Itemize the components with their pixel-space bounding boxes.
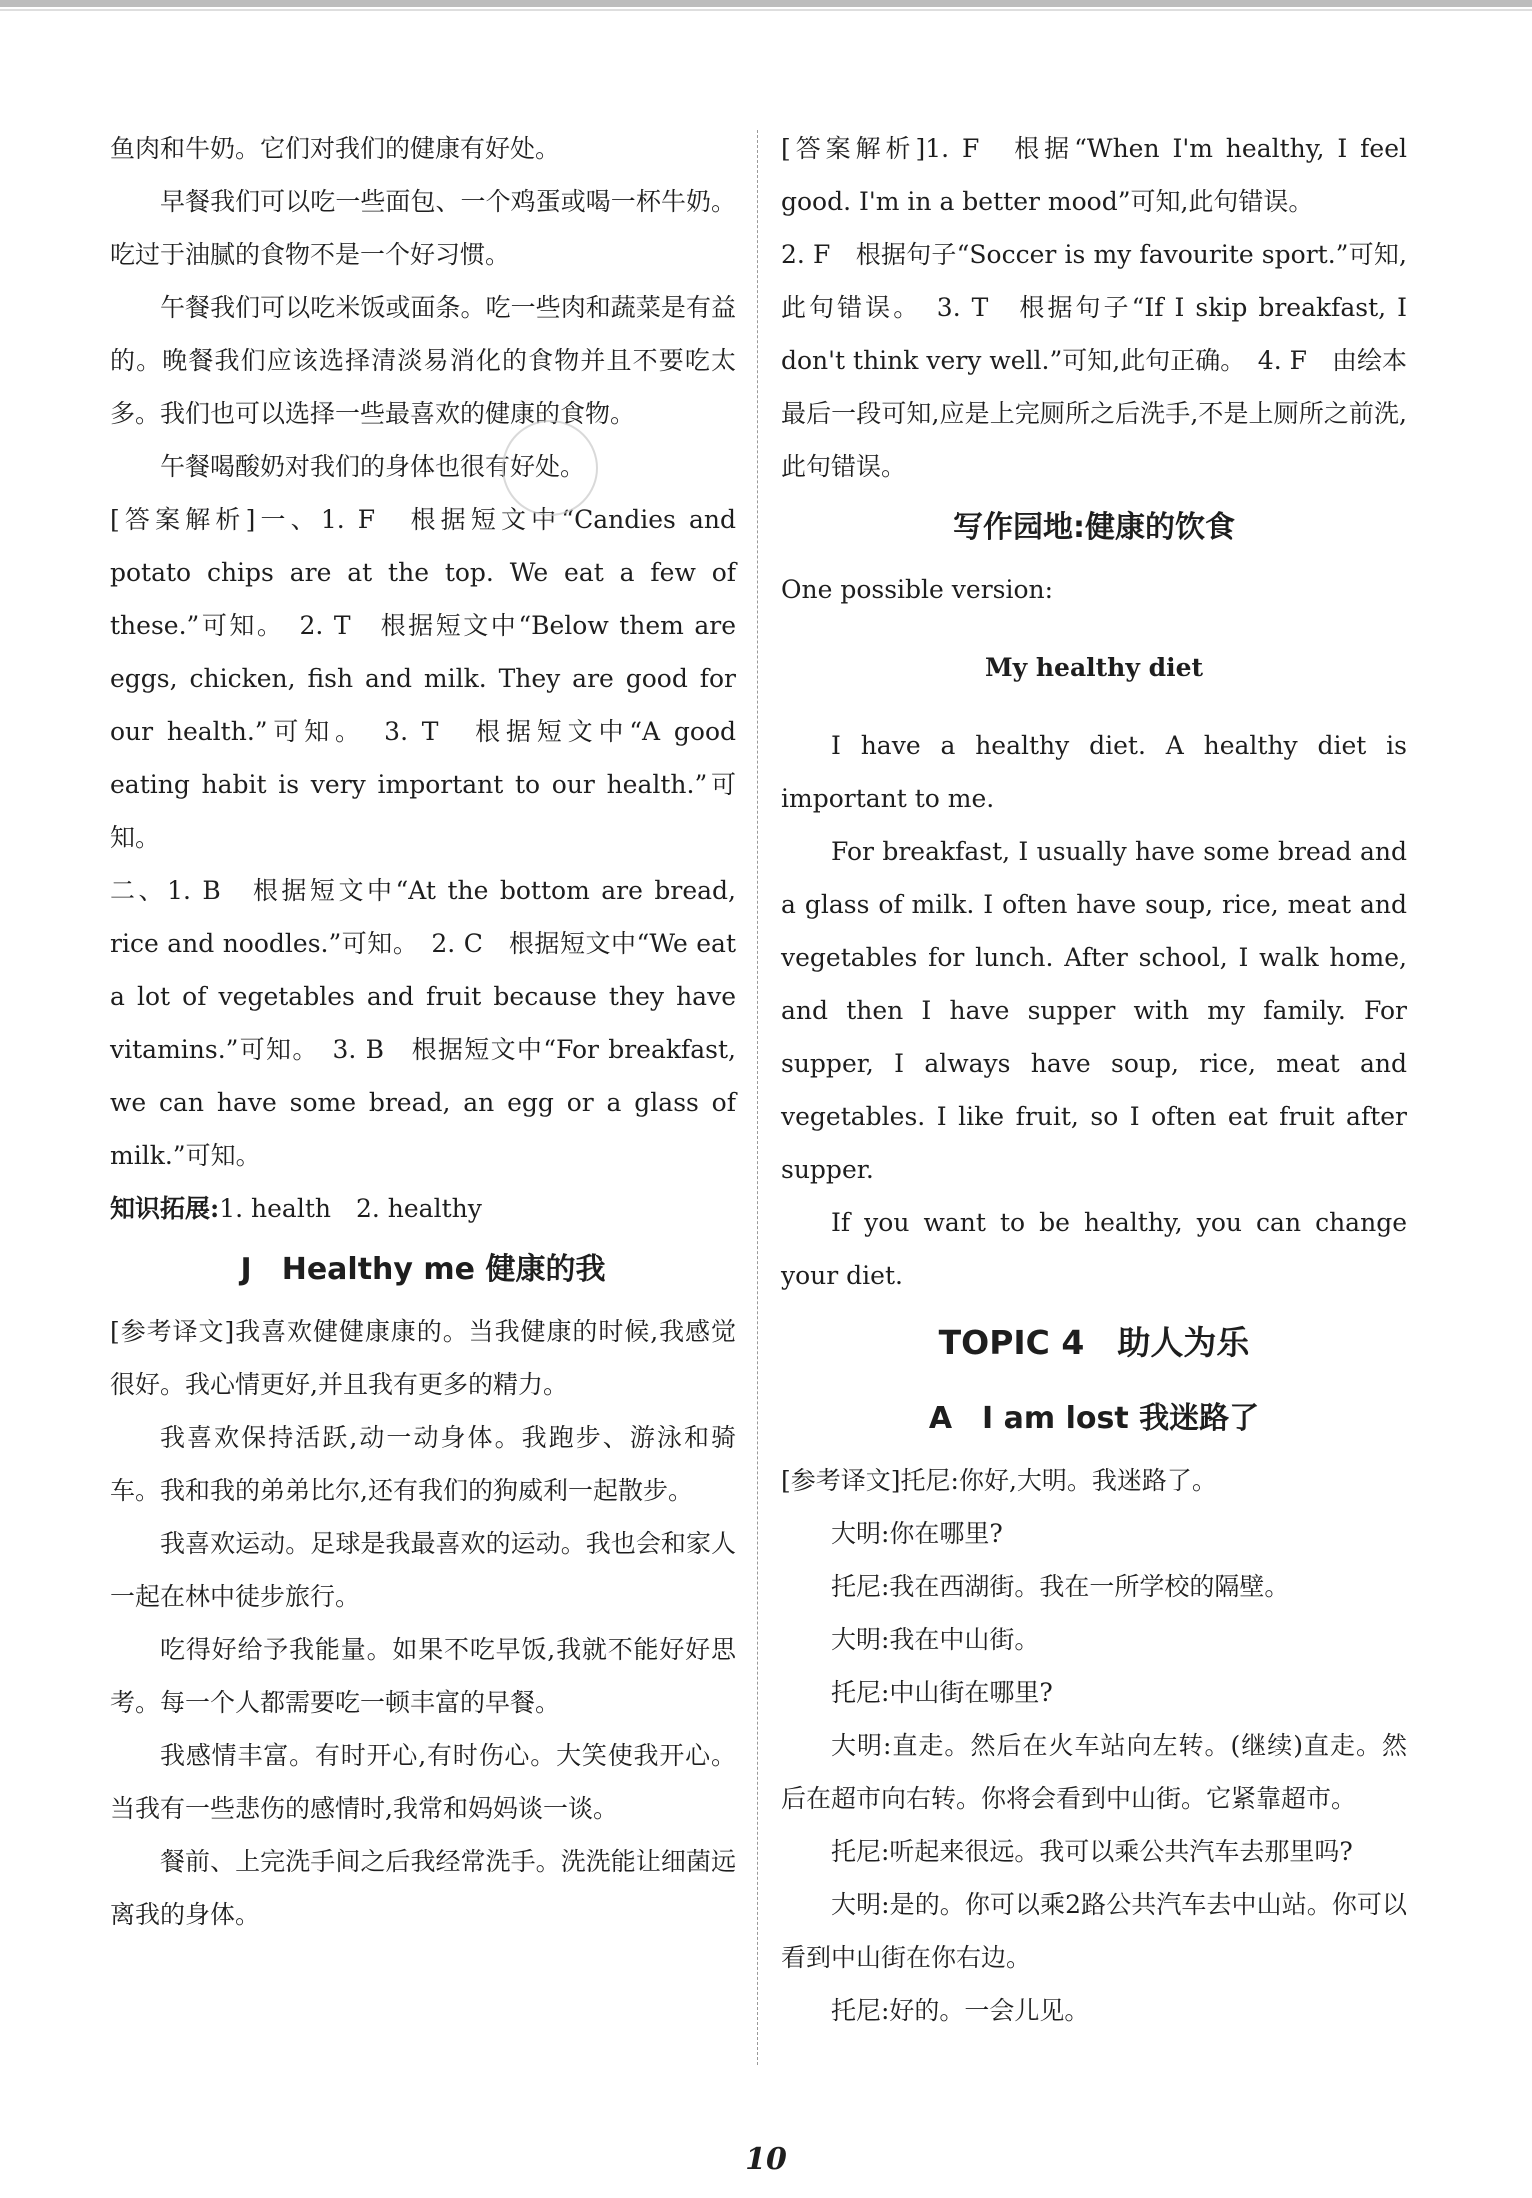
translation-tag: [参考译文]	[781, 1466, 901, 1495]
paragraph: 午餐喝酸奶对我们的身体也很有好处。	[160, 452, 586, 481]
paragraph: 餐前、上完洗手间之后我经常洗手。洗洗能让细菌远离我的身体。	[110, 1847, 736, 1929]
translation-text: 我喜欢健健康康的。当我健康的时候,我感觉很好。我心情更好,并且我有更多的精力。	[110, 1317, 736, 1399]
dialogue-line: 大明:你在哪里?	[831, 1519, 1003, 1548]
paragraph: 我感情丰富。有时开心,有时伤心。大笑使我开心。当我有一些悲伤的感情时,我常和妈妈谈一谈。	[110, 1741, 736, 1823]
extension-text: 1. health 2. healthy	[219, 1194, 482, 1223]
dialogue-line: 大明:直走。然后在火车站向左转。(继续)直走。然后在超市向右转。你将会看到中山街。它紧靠超市。	[781, 1731, 1407, 1813]
knowledge-extension	[110, 1182, 736, 1235]
answer-text: 1. F 根据“When I'm healthy, I feel good. I'm in a better mood”可知,此句错误。	[781, 134, 1407, 216]
dialogue-line: 大明:我在中山街。	[831, 1625, 1040, 1654]
top-border	[0, 0, 1532, 7]
left-column	[110, 122, 736, 1941]
paragraph: 午餐我们可以吃米饭或面条。吃一些肉和蔬菜是有益的。晚餐我们应该选择清淡易消化的食物并且不要吃太多。我们也可以选择一些最喜欢的健康的食物。	[110, 293, 736, 428]
essay-paragraph: If you want to be healthy, you can change your diet.	[781, 1208, 1407, 1290]
paragraph: 我喜欢保持活跃,动一动身体。我跑步、游泳和骑车。我和我的弟弟比尔,还有我们的狗威利一起散步。	[110, 1423, 736, 1505]
translation-tag: [参考译文]	[110, 1317, 235, 1346]
answer-tag: [答案解析]	[110, 505, 256, 534]
translation	[110, 1305, 736, 1411]
version-label: One possible version:	[781, 575, 1054, 604]
right-column	[781, 122, 1407, 2037]
extension-label: 知识拓展:	[110, 1194, 220, 1223]
topic-heading: TOPIC 4 助人为乐	[938, 1323, 1250, 1362]
answer-analysis	[110, 493, 736, 864]
essay-title: My healthy diet	[984, 653, 1204, 682]
answer-analysis-part2: 2. F 根据句子“Soccer is my favourite sport.”可知,此句错误。 3. T 根据句子“If I skip breakfast, I don't think very well.”可知,此句正确。 4. F 由绘本最后一段可知,应是上完厕所之后洗手,不是上厕所之前洗,此句错误。	[781, 240, 1407, 481]
paragraph: 我喜欢运动。足球是我最喜欢的运动。我也会和家人一起在林中徒步旅行。	[110, 1529, 736, 1611]
essay-paragraph: I have a healthy diet. A healthy diet is important to me.	[781, 731, 1407, 813]
dialogue-line: 托尼:听起来很远。我可以乘公共汽车去那里吗?	[831, 1837, 1353, 1866]
column-divider	[757, 130, 759, 2065]
essay-paragraph: For breakfast, I usually have some bread and a glass of milk. I often have soup, rice, meat and vegetables for lunch. After school, I walk home, and then I have supper with my family. For supper, I always have soup, rice, meat and vegetables. I like fruit, so I often eat fruit after supper.	[781, 837, 1407, 1184]
dialogue-line: 托尼:好的。一会儿见。	[831, 1996, 1090, 2025]
section-heading-a: A I am lost 我迷路了	[928, 1401, 1260, 1436]
dialogue-line: 托尼:我在西湖街。我在一所学校的隔壁。	[831, 1572, 1290, 1601]
page-number: 10	[745, 2142, 787, 2177]
watermark-stamp	[502, 420, 598, 516]
section-heading-writing: 写作园地:健康的饮食	[953, 510, 1235, 545]
answer-analysis	[781, 122, 1407, 228]
paragraph: 早餐我们可以吃一些面包、一个鸡蛋或喝一杯牛奶。吃过于油腻的食物不是一个好习惯。	[110, 187, 736, 269]
paragraph: 吃得好给予我能量。如果不吃早饭,我就不能好好思考。每一个人都需要吃一顿丰富的早餐。	[110, 1635, 736, 1717]
top-border-thin	[0, 9, 1532, 11]
answer-analysis-part2: 二、1. B 根据短文中“At the bottom are bread, rice and noodles.”可知。 2. C 根据短文中“We eat a lot of vegetables and fruit because they have vitamins.”可知。 3. B 根据短文中“For breakfast, we can have some bread, an egg or a glass of milk.”可知。	[110, 876, 736, 1170]
dialogue-line: 托尼:你好,大明。我迷路了。	[900, 1466, 1217, 1495]
dialogue-line: 托尼:中山街在哪里?	[831, 1678, 1053, 1707]
section-heading-j: J Healthy me 健康的我	[240, 1252, 606, 1287]
dialogue-line: 大明:是的。你可以乘2路公共汽车去中山站。你可以看到中山街在你右边。	[781, 1890, 1407, 1972]
answer-tag: [答案解析]	[781, 134, 926, 163]
translation	[781, 1454, 1407, 1507]
answer-text: 一、1. F 根据短文中“Candies and potato chips are at the top. We eat a few of these.”可知。 2. T 根据短文中“Below them are eggs, chicken, fish and milk. They are good for our health.”可知。 3. T 根据短文中“A good eating habit is very important to our health.”可知。	[110, 505, 736, 852]
paragraph: 鱼肉和牛奶。它们对我们的健康有好处。	[110, 134, 561, 163]
